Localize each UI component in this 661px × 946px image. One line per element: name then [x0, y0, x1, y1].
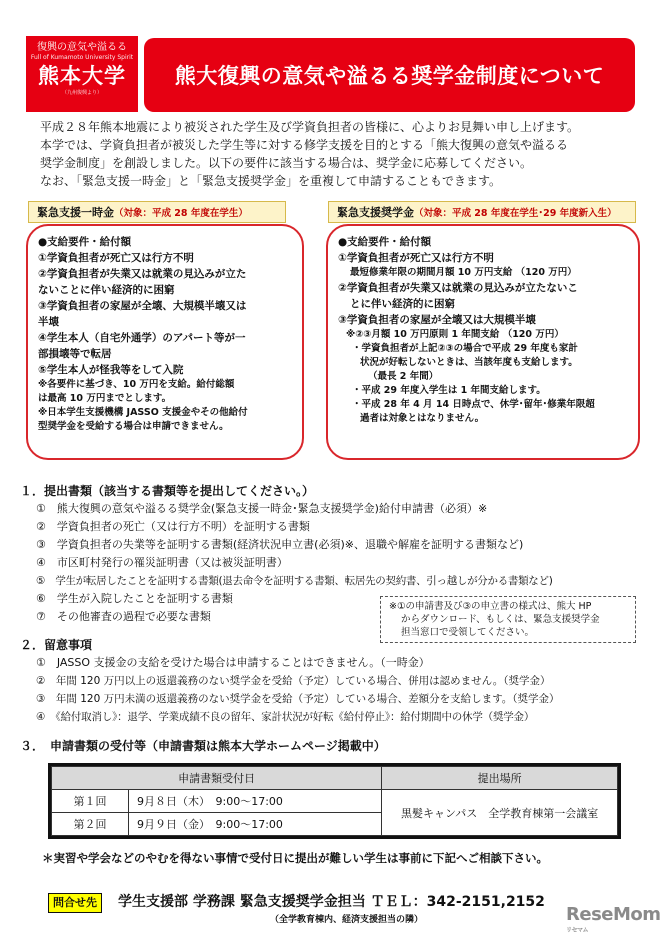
round-label: 第２回: [52, 813, 129, 836]
submission-place: 黒髪キャンパス 全学教育棟第一会議室: [382, 790, 618, 836]
right-box-line: ・平成 28 年 4 月 14 日時点で、休学･留年･修業年限超: [352, 399, 595, 410]
document-item: ③ 学資負担者の失業等を証明する書類(経済状況申立書(必須)※、退職や解雇を証明する書類など): [36, 538, 524, 551]
left-box-line: ②学資負担者が失業又は就業の見込みが立た: [38, 268, 247, 280]
reception-schedule-table: [48, 763, 621, 839]
contact-location: （全学教育棟内、経済支援担当の隣）: [270, 915, 424, 925]
left-box-note: 型奨学金を受給する場合は申請できません。: [38, 421, 229, 432]
watermark-small-text: リセマム: [566, 927, 588, 934]
right-box-line: （最長 2 年間）: [368, 371, 439, 382]
university-logo: [26, 36, 138, 112]
left-box-line: ないことに伴い経済的に困窮: [38, 284, 175, 296]
intro-paragraph: [40, 118, 640, 190]
document-item: ⑤ 学生が転居したことを証明する書類(退去命令を証明する書類、転居先の契約書、引っ越しが分かる書類など): [36, 575, 553, 587]
logo-caption: （九州復興より）: [61, 90, 102, 96]
section2-title: ２．留意事項: [20, 638, 93, 652]
form-download-remark: [380, 596, 636, 643]
right-box-tag-target: （対象：平成 28 年度在学生･29 年度新入生）: [414, 208, 617, 219]
left-box-note: ※各要件に基づき、10 万円を支給。給付総額: [38, 379, 235, 390]
remark-line: ※①の申請書及び③の申立書の様式は、熊大 HP: [389, 601, 592, 612]
document-item: ② 学資負担者の死亡（又は行方不明）を証明する書類: [36, 520, 310, 533]
right-box-tag: [328, 201, 636, 223]
intro-line: 奨学金制度」を創設しました。以下の要件に該当する場合は、奨学金に応募してください。: [40, 156, 533, 170]
right-box-line: ②学資負担者が失業又は就業の見込みが立たないこ: [338, 282, 578, 294]
intro-line: 平成２８年熊本地震により被災された学生及び学資負担者の皆様に、心よりお見舞い申し上げます。: [40, 120, 580, 134]
contact-tag: 問合せ先: [48, 893, 102, 913]
notice-item: ③ 年間 120 万円未満の返還義務のない奨学金を受給（予定）している場合、差額分を支給します。（奨学金）: [36, 693, 560, 705]
left-box-line: ③学資負担者の家屋が全壊、大規模半壊又は: [38, 300, 247, 312]
reception-date: 9月８日（木） 9:00～17:00: [129, 790, 382, 813]
reception-date: 9月９日（金） 9:00～17:00: [129, 813, 382, 836]
right-box-line: 状況が好転しないときは、当該年度も支給します。: [360, 357, 578, 368]
right-box-line: ※②③月額 10 万円原則 1 年間支給 （120 万円）: [346, 329, 564, 340]
right-box-line: ③学資負担者の家屋が全壊又は大規模半壊: [338, 314, 536, 326]
logo-english-slogan: Full of Kumamoto University Spirit: [30, 54, 134, 61]
consultation-footnote: ＊実習や学会などのやむを得ない事情で受付日に提出が難しい学生は事前に下記へご相談下さい。: [42, 851, 548, 865]
contact-info: 学生支援部 学務課 緊急支援奨学金担当 ＴＥＬ：342-2151,2152: [118, 894, 545, 910]
remark-line: からダウンロード、もしくは、緊急支援奨学金: [401, 614, 600, 625]
right-box-line: とに伴い経済的に困窮: [350, 298, 455, 310]
right-box-line: 最短修業年限の期間月額 10 万円支給 （120 万円）: [350, 267, 577, 278]
left-box-note: ※日本学生支援機構 JASSO 支援金やその他給付: [38, 407, 248, 418]
left-requirements-box: [26, 224, 304, 460]
left-box-tag: [28, 201, 286, 223]
left-box-line: ④学生本人（自宅外通学）のアパート等が一: [38, 332, 246, 344]
logo-slogan: 復興の意気や溢るる: [37, 42, 127, 53]
notice-item: ④ 《給付取消し》：退学、学業成績不良の留年、家計状況が好転《給付停止》：給付期間中の休学（奨学金）: [36, 711, 535, 723]
resemom-watermark: [566, 904, 661, 946]
left-box-tag-target: （対象：平成 28 年度在学生）: [114, 208, 248, 219]
left-box-heading: ●支給要件・給付額: [38, 236, 132, 248]
right-box-line: ①学資負担者が死亡又は行方不明: [338, 252, 494, 264]
document-item: ① 熊大復興の意気や溢るる奨学金(緊急支援一時金･緊急支援奨学金)給付申請書（必須）※: [36, 502, 488, 515]
right-box-heading: ●支給要件・給付額: [338, 236, 432, 248]
page-title: 熊大復興の意気や溢るる奨学金制度について: [144, 38, 635, 112]
left-box-note: は最高 10 万円までとします。: [38, 393, 172, 404]
watermark-text: ReseMom: [566, 904, 661, 925]
header-submission-place: 提出場所: [382, 767, 618, 790]
intro-line: 本学では、学資負担者が被災した学生等に対する修学支援を目的とする「熊大復興の意気や溢るる: [40, 138, 569, 152]
left-box-line: 半壊: [38, 316, 59, 328]
notice-item: ① JASSO 支援金の支給を受けた場合は申請することはできません。（一時金）: [36, 656, 430, 669]
right-requirements-box: [326, 224, 640, 460]
logo-university-name: 熊本大学: [38, 63, 126, 88]
right-box-line: ・平成 29 年度入学生は 1 年間支給します。: [352, 385, 546, 396]
left-box-line: ⑤学生本人が怪我等をして入院: [38, 364, 184, 376]
left-box-line: ①学資負担者が死亡又は行方不明: [38, 252, 194, 264]
notice-item: ② 年間 120 万円以上の返還義務のない奨学金を受給（予定）している場合、併用は認めません。（奨学金）: [36, 675, 551, 687]
right-box-tag-title: 緊急支援奨学金: [337, 206, 414, 219]
remark-line: 担当窓口で受領してください。: [401, 627, 535, 638]
document-item: ⑥ 学生が入院したことを証明する書類: [36, 592, 233, 605]
left-box-line: 部損壊等で転居: [38, 348, 112, 360]
intro-line: なお、「緊急支援一時金」と「緊急支援奨学金」を重複して申請することもできます。: [40, 174, 502, 188]
document-item: ④ 市区町村発行の罹災証明書（又は被災証明書）: [36, 556, 288, 569]
section3-title: ３． 申請書類の受付等（申請書類は熊本大学ホームページ掲載中）: [20, 739, 386, 753]
left-box-tag-title: 緊急支援一時金: [37, 206, 114, 219]
right-box-line: 過者は対象とはなりません。: [360, 413, 485, 424]
round-label: 第１回: [52, 790, 129, 813]
section2-list: [36, 654, 656, 726]
document-item: ⑦ その他審査の過程で必要な書類: [36, 610, 211, 623]
header-reception-date: 申請書類受付日: [52, 767, 382, 790]
section1-title: １．提出書類（該当する書類等を提出してください。）: [20, 484, 315, 498]
right-box-line: ・学資負担者が上記②③の場合で平成 29 年度も家計: [352, 343, 578, 354]
